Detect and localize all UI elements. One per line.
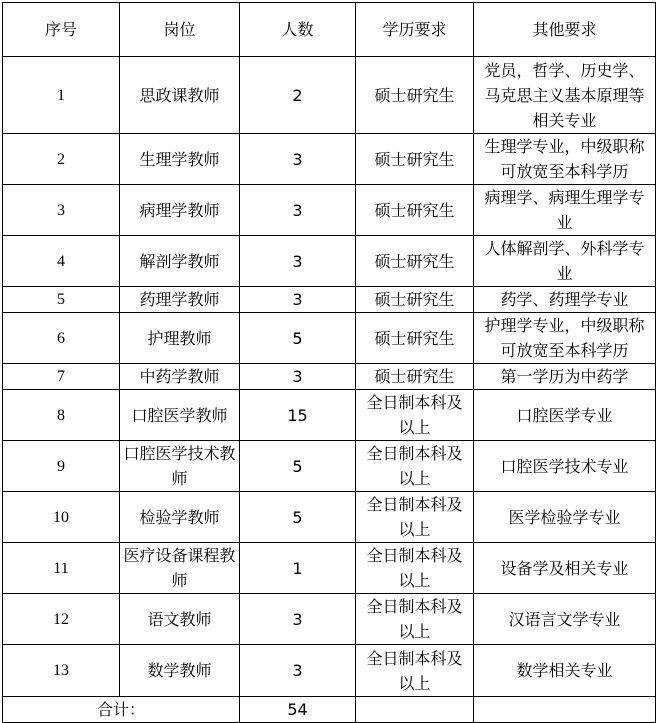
cell-count: 5 [240,492,356,543]
cell-position: 药理学教师 [120,287,240,313]
cell-education: 硕士研究生 [356,313,474,364]
table-row [3,390,656,441]
cell-position: 思政课教师 [120,57,240,134]
cell-position: 口腔医学技术教师 [120,441,240,492]
cell-education: 硕士研究生 [356,185,474,236]
cell-education: 全日制本科及以上 [356,594,474,645]
cell-count: 3 [240,364,356,390]
cell-count: 5 [240,313,356,364]
cell-no: 4 [3,236,120,287]
cell-position: 数学教师 [120,645,240,697]
cell-position: 中药学教师 [120,364,240,390]
table-row [3,364,656,390]
cell-count: 3 [240,236,356,287]
table-row [3,645,656,697]
cell-no: 5 [3,287,120,313]
cell-count: 3 [240,185,356,236]
cell-other: 病理学、病理生理学专业 [474,185,656,236]
header-education: 学历要求 [356,3,474,57]
cell-other: 口腔医学专业 [474,390,656,441]
header-no: 序号 [3,3,120,57]
cell-count: 3 [240,134,356,185]
cell-count: 3 [240,594,356,645]
cell-no: 3 [3,185,120,236]
cell-other: 设备学及相关专业 [474,543,656,594]
total-row [3,697,656,723]
table-row [3,185,656,236]
table-row [3,492,656,543]
cell-education: 全日制本科及以上 [356,390,474,441]
cell-other: 数学相关专业 [474,645,656,697]
total-value: 54 [240,697,356,723]
cell-education: 全日制本科及以上 [356,543,474,594]
header-count: 人数 [240,3,356,57]
cell-no: 1 [3,57,120,134]
total-label: 合计： [3,697,240,723]
total-empty-other [474,697,656,723]
cell-position: 生理学教师 [120,134,240,185]
cell-position: 语文教师 [120,594,240,645]
cell-other: 人体解剖学、外科学专业 [474,236,656,287]
header-other: 其他要求 [474,3,656,57]
cell-other: 药学、药理学专业 [474,287,656,313]
cell-other: 生理学专业，中级职称可放宽至本科学历 [474,134,656,185]
table-row [3,236,656,287]
header-row [3,3,656,57]
cell-count: 5 [240,441,356,492]
table-row [3,543,656,594]
cell-education: 硕士研究生 [356,364,474,390]
table-row [3,441,656,492]
cell-position: 检验学教师 [120,492,240,543]
cell-other: 口腔医学技术专业 [474,441,656,492]
cell-other: 党员，哲学、历史学、马克思主义基本原理等相关专业 [474,57,656,134]
total-empty-education [356,697,474,723]
cell-position: 医疗设备课程教师 [120,543,240,594]
cell-count: 3 [240,645,356,697]
cell-position: 口腔医学教师 [120,390,240,441]
table-row [3,134,656,185]
table-row [3,594,656,645]
recruitment-table [2,2,656,723]
cell-no: 9 [3,441,120,492]
cell-no: 7 [3,364,120,390]
cell-no: 2 [3,134,120,185]
cell-count: 1 [240,543,356,594]
cell-position: 病理学教师 [120,185,240,236]
cell-no: 13 [3,645,120,697]
cell-no: 8 [3,390,120,441]
table-row [3,313,656,364]
table-row [3,57,656,134]
header-position: 岗位 [120,3,240,57]
cell-no: 10 [3,492,120,543]
cell-no: 12 [3,594,120,645]
cell-position: 解剖学教师 [120,236,240,287]
cell-other: 汉语言文学专业 [474,594,656,645]
cell-other: 医学检验学专业 [474,492,656,543]
cell-education: 全日制本科及以上 [356,645,474,697]
cell-count: 3 [240,287,356,313]
cell-count: 2 [240,57,356,134]
cell-position: 护理教师 [120,313,240,364]
cell-education: 硕士研究生 [356,236,474,287]
table-row [3,287,656,313]
cell-no: 6 [3,313,120,364]
cell-other: 护理学专业，中级职称可放宽至本科学历 [474,313,656,364]
cell-education: 硕士研究生 [356,287,474,313]
cell-education: 全日制本科及以上 [356,492,474,543]
cell-other: 第一学历为中药学 [474,364,656,390]
cell-education: 硕士研究生 [356,57,474,134]
cell-education: 硕士研究生 [356,134,474,185]
cell-no: 11 [3,543,120,594]
cell-count: 15 [240,390,356,441]
cell-education: 全日制本科及以上 [356,441,474,492]
